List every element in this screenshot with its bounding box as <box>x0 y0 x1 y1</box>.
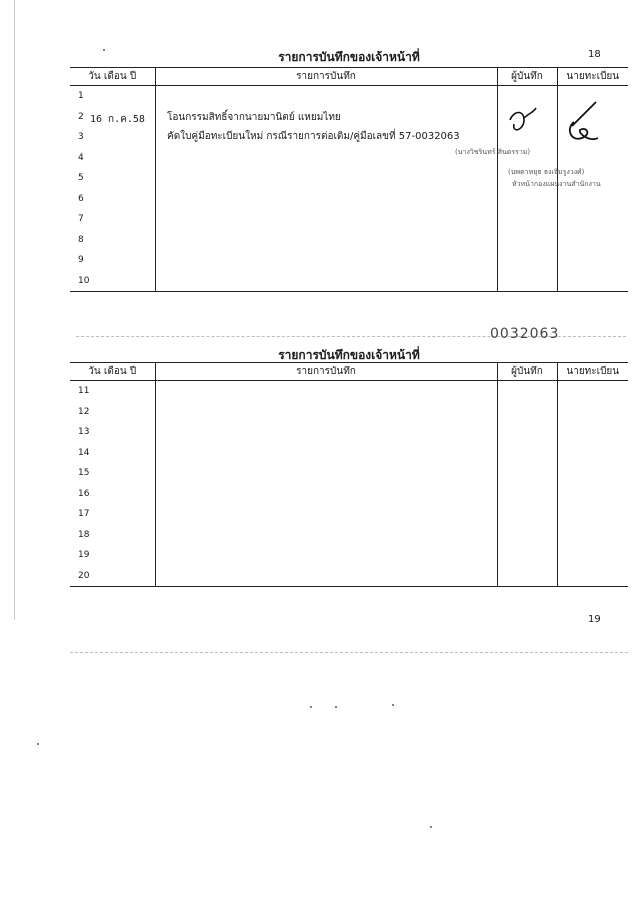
row-number: 4 <box>78 152 84 163</box>
row-registrar-cell <box>557 443 628 464</box>
page-bottom-edge <box>70 652 628 653</box>
recorder-stamp: (นางวิชรินทร์ สินตรราม) <box>455 148 531 156</box>
row-number: 15 <box>78 468 90 479</box>
row-recorder-cell <box>497 381 557 402</box>
header-recorder: ผู้บันทึก <box>497 363 557 381</box>
row-number: 14 <box>78 447 90 458</box>
row-record-cell <box>155 504 497 525</box>
row-number: 2 <box>78 111 84 122</box>
page-number-19: 19 <box>588 614 601 625</box>
row-registrar-cell <box>557 230 628 251</box>
speck <box>335 706 337 708</box>
row-recorder-cell <box>497 484 557 505</box>
record-table-2 <box>70 362 628 587</box>
row-registrar-cell <box>557 189 628 210</box>
section1-title: รายการบันทึกของเจ้าหน้าที่ <box>278 50 420 64</box>
section2-title: รายการบันทึกของเจ้าหน้าที่ <box>278 348 420 362</box>
row-number: 18 <box>78 529 90 540</box>
row-recorder-cell <box>497 422 557 443</box>
row-registrar-cell <box>557 545 628 566</box>
speck <box>103 49 105 51</box>
speck <box>392 704 394 706</box>
row-record-cell <box>155 422 497 443</box>
row-recorder-cell <box>497 463 557 484</box>
row-record-cell <box>155 189 497 210</box>
row-record-cell <box>155 209 497 230</box>
table-row <box>70 271 628 292</box>
row-number: 19 <box>78 550 90 561</box>
row-registrar-cell <box>557 422 628 443</box>
table-row <box>70 250 628 271</box>
row-number: 17 <box>78 509 90 520</box>
row-record-cell <box>155 463 497 484</box>
table-row <box>70 463 628 484</box>
row-registrar-cell <box>557 484 628 505</box>
row-recorder-cell <box>497 189 557 210</box>
table-row <box>70 545 628 566</box>
entry-line-2: คัดใบคู่มือทะเบียนใหม่ กรณีรายการต่อเติม/คู่มือเลขที่ 57-0032063 <box>167 131 460 142</box>
row-recorder-cell <box>497 402 557 423</box>
row-record-cell <box>155 168 497 189</box>
row-recorder-cell <box>497 504 557 525</box>
row-record-cell <box>155 402 497 423</box>
row-number: 10 <box>70 271 155 292</box>
row-record-cell <box>155 230 497 251</box>
row-registrar-cell <box>557 381 628 402</box>
row-recorder-cell <box>497 230 557 251</box>
speck <box>430 826 432 828</box>
row-record-cell <box>155 566 497 587</box>
row-number: 20 <box>70 566 155 587</box>
row-registrar-cell <box>557 525 628 546</box>
row-registrar-cell <box>557 504 628 525</box>
page-edge <box>14 0 15 620</box>
row-record-cell <box>155 525 497 546</box>
row-record-cell <box>155 545 497 566</box>
table-row <box>70 381 628 402</box>
header-date: วัน เดือน ปี <box>70 363 155 381</box>
row-registrar-cell <box>557 271 628 292</box>
row-recorder-cell <box>497 271 557 292</box>
bleed-text: 0032063 <box>490 326 560 342</box>
row-number: 9 <box>78 255 84 266</box>
row-number: 5 <box>78 173 84 184</box>
table-row <box>70 504 628 525</box>
recorder-signature <box>500 104 550 144</box>
registrar-stamp-name: (นพดาหยุธ ธงเจิมรูงวงศ์) <box>508 168 585 176</box>
row-recorder-cell <box>497 545 557 566</box>
row-record-cell <box>155 484 497 505</box>
row-recorder-cell <box>497 209 557 230</box>
row-record-cell <box>155 271 497 292</box>
table-row <box>70 230 628 251</box>
row-registrar-cell <box>557 463 628 484</box>
row-registrar-cell <box>557 402 628 423</box>
row-recorder-cell <box>497 525 557 546</box>
row-number: 11 <box>78 386 90 397</box>
table-row <box>70 525 628 546</box>
table-row <box>70 148 628 169</box>
row-number: 8 <box>78 234 84 245</box>
row-recorder-cell <box>497 443 557 464</box>
row-number: 16 <box>78 488 90 499</box>
header-record: รายการบันทึก <box>155 363 497 381</box>
header-date: วัน เดือน ปี <box>70 68 155 86</box>
row-number: 1 <box>78 91 84 102</box>
row-record-cell <box>155 86 497 107</box>
table-row <box>70 189 628 210</box>
row-number: 12 <box>78 406 90 417</box>
registrar-stamp-title: หัวหน้ากองแผนงานสำนักงาน <box>512 180 601 188</box>
table-row <box>70 566 628 587</box>
row-registrar-cell <box>557 209 628 230</box>
registrar-signature <box>560 98 610 150</box>
row-record-cell <box>155 250 497 271</box>
row-record-cell <box>155 443 497 464</box>
row-registrar-cell <box>557 250 628 271</box>
header-record: รายการบันทึก <box>155 68 497 86</box>
table-row <box>70 443 628 464</box>
speck <box>310 706 312 708</box>
row-number: 6 <box>78 193 84 204</box>
header-recorder: ผู้บันทึก <box>497 68 557 86</box>
entry-date: 16 ก.ค.58 <box>90 114 145 125</box>
table-header-row <box>70 68 628 86</box>
row-number: 7 <box>78 214 84 225</box>
row-number: 3 <box>78 132 84 143</box>
row-registrar-cell <box>557 566 628 587</box>
header-registrar: นายทะเบียน <box>557 363 628 381</box>
row-registrar-cell <box>557 148 628 169</box>
row-record-cell <box>155 148 497 169</box>
row-recorder-cell <box>497 250 557 271</box>
table-row <box>70 402 628 423</box>
speck <box>37 743 39 745</box>
table-row <box>70 209 628 230</box>
row-number: 13 <box>78 427 90 438</box>
table-row <box>70 422 628 443</box>
row-recorder-cell <box>497 566 557 587</box>
page-number-18: 18 <box>588 49 601 60</box>
table-header-row <box>70 363 628 381</box>
row-record-cell <box>155 381 497 402</box>
entry-line-1: โอนกรรมสิทธิ์จากนายมานิตย์ แหยมไทย <box>167 112 341 123</box>
table-row <box>70 484 628 505</box>
header-registrar: นายทะเบียน <box>557 68 628 86</box>
